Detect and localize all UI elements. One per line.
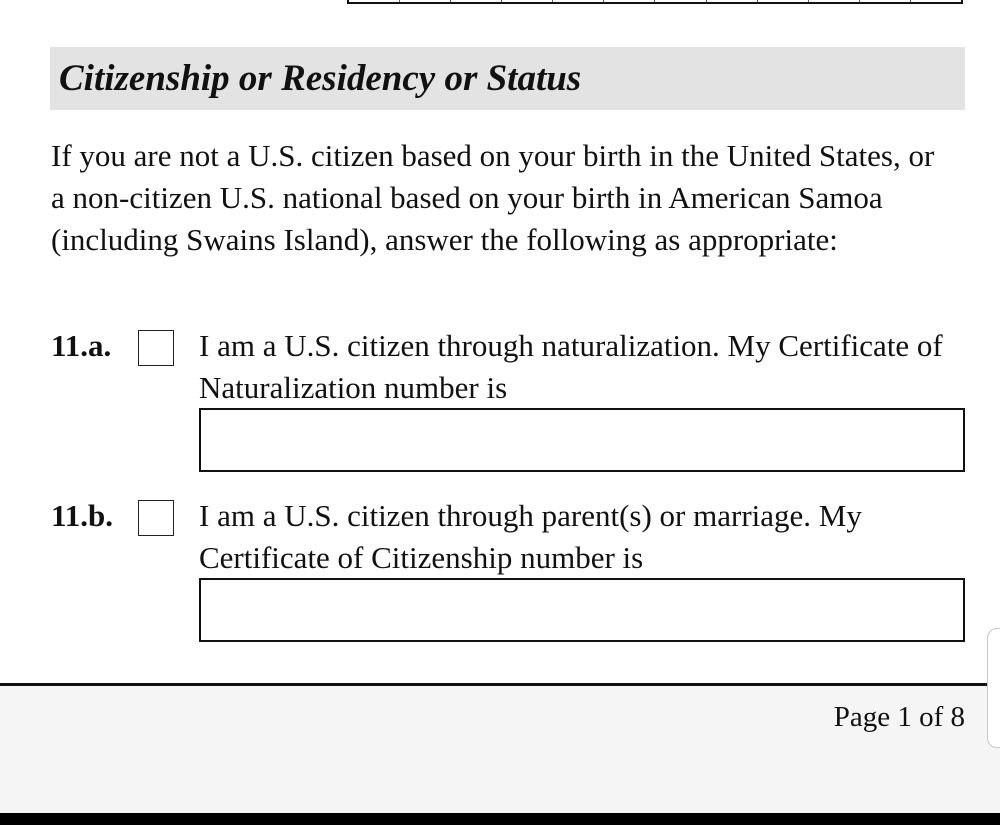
grid-cell — [502, 0, 553, 2]
item-number: 11.b. — [51, 498, 114, 533]
item-number: 11.a. — [51, 328, 112, 363]
grid-cell — [758, 0, 809, 2]
page-indicator: Page 1 of 8 — [833, 701, 965, 733]
grid-cell — [604, 0, 655, 2]
naturalization-checkbox[interactable] — [138, 330, 174, 366]
citizenship-certificate-number-field[interactable] — [199, 578, 965, 642]
grid-cell — [809, 0, 860, 2]
grid-cell — [451, 0, 502, 2]
footer-divider — [0, 683, 1000, 686]
grid-cell — [655, 0, 706, 2]
grid-cell — [860, 0, 911, 2]
grid-cell — [349, 0, 400, 2]
grid-cell — [400, 0, 451, 2]
item-label: I am a U.S. citizen through parent(s) or marriage. My Certificate of Citizenship number is — [199, 498, 862, 575]
section-intro-text: If you are not a U.S. citizen based on your birth in the United States, or a non-citizen U.S. national based on your birth in American Samoa (including Swains Island), answer the following as appropriate: — [51, 138, 935, 257]
grid-cell — [911, 0, 961, 2]
item-label: I am a U.S. citizen through naturalization. My Certificate of Naturalization number is — [199, 328, 943, 405]
grid-cell — [707, 0, 758, 2]
citizenship-checkbox[interactable] — [138, 500, 174, 536]
section-title: Citizenship or Residency or Status — [59, 58, 582, 99]
section-header — [50, 47, 965, 110]
naturalization-certificate-number-field[interactable] — [199, 408, 965, 472]
previous-field-comb-grid — [347, 0, 963, 4]
grid-cell — [553, 0, 604, 2]
scroll-handle[interactable] — [987, 628, 1000, 748]
bottom-bar — [0, 813, 1000, 825]
